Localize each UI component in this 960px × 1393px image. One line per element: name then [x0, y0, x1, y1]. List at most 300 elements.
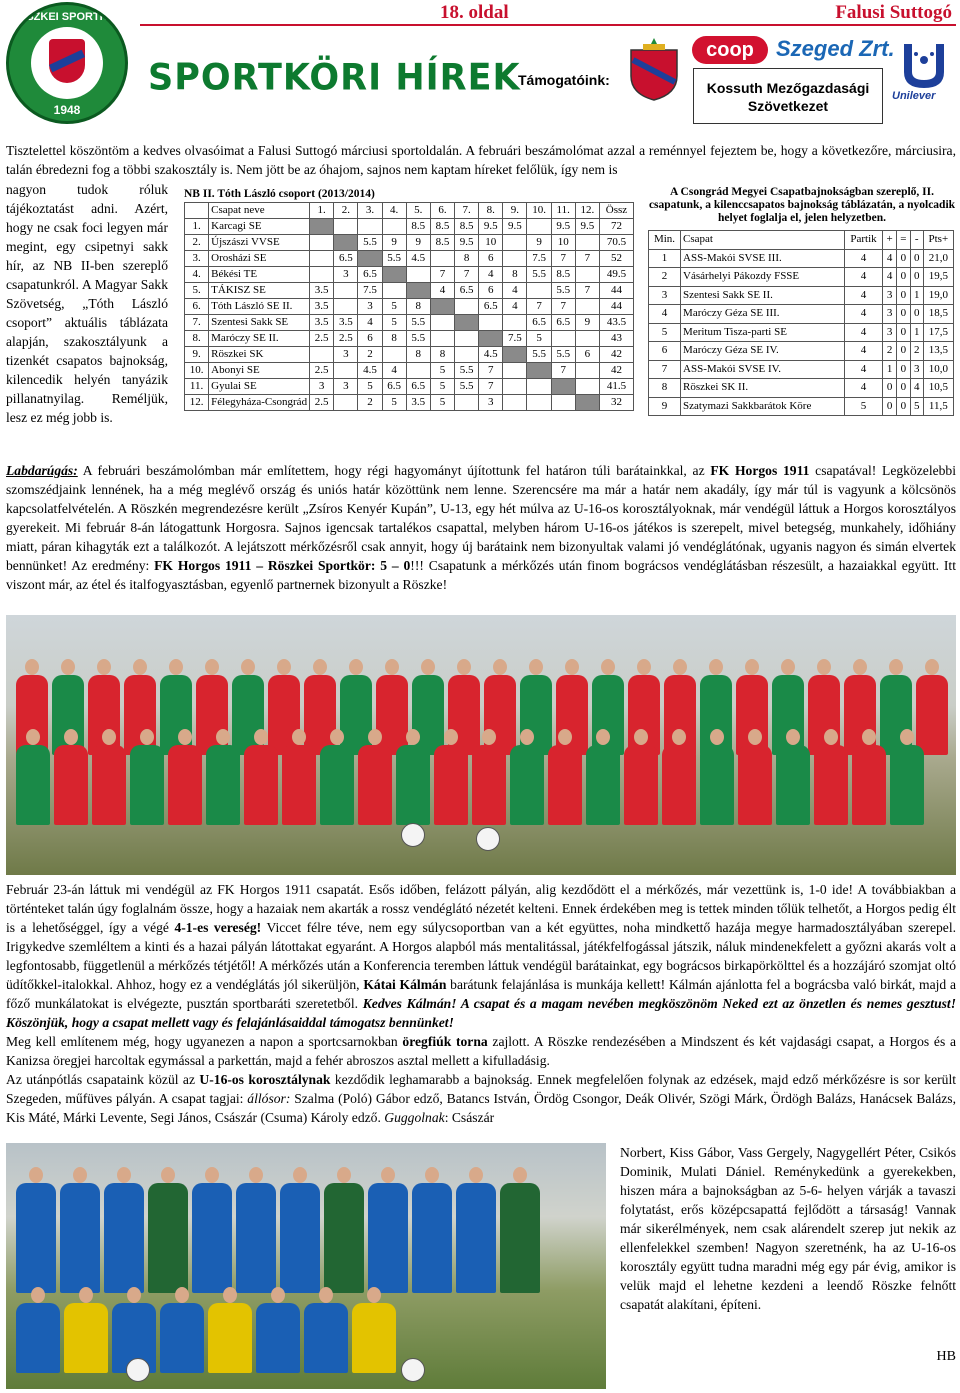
football-ball-icon [126, 1358, 150, 1382]
photo-player-head [205, 659, 219, 675]
table-cell: 0 [896, 305, 910, 324]
feb-allo: állósor: [247, 1091, 291, 1106]
table-header-cell: 8. [479, 203, 503, 219]
table-cell: Karcagi SE [209, 219, 310, 235]
table-cell [382, 347, 406, 363]
table-cell: 8. [185, 331, 209, 347]
table-header-cell: 3. [358, 203, 382, 219]
table-cell [310, 347, 334, 363]
table-cell: 4 [844, 249, 882, 268]
photo-player-figure [890, 745, 924, 825]
table-cell [430, 331, 454, 347]
photo-player-head [117, 1167, 131, 1183]
table-cell: 49.5 [599, 267, 633, 283]
table-cell: 0 [883, 397, 897, 416]
table-cell [430, 299, 454, 315]
table-cell [382, 219, 406, 235]
football-result: FK Horgos 1911 – Röszkei Sportkör: 5 – 0 [154, 558, 411, 573]
photo-player-figure [434, 745, 468, 825]
table-cell: Röszkei SK [209, 347, 310, 363]
photo-player-head [178, 729, 192, 745]
photo-player-head [862, 729, 876, 745]
table-cell: 5.5 [406, 331, 430, 347]
table-cell: 52 [599, 251, 633, 267]
table-cell: 2 [649, 268, 681, 287]
photo-player-head [140, 729, 154, 745]
table-cell: Orosházi SE [209, 251, 310, 267]
table-cell: 19,5 [923, 268, 953, 287]
table-cell: 4 [910, 379, 923, 398]
sponsor-kossuth-box: Kossuth Mezőgazdasági Szövetkezet [693, 68, 883, 124]
table-cell [455, 395, 479, 411]
photo-player-head [520, 729, 534, 745]
table-cell [310, 235, 334, 251]
photo-player-figure [814, 745, 848, 825]
table-cell: 2 [910, 342, 923, 361]
table-cell: 5.5 [455, 379, 479, 395]
table-cell: 6.5 [382, 379, 406, 395]
table-cell: 10,5 [923, 379, 953, 398]
page-number: 18. oldal [440, 2, 509, 23]
table-cell [527, 363, 551, 379]
table-cell: 7 [575, 251, 599, 267]
table-cell: 3 [649, 286, 681, 305]
photo-player-figure [472, 745, 506, 825]
table-header-cell: + [883, 231, 897, 250]
table-cell: 0 [910, 249, 923, 268]
photo-player-figure [324, 1183, 364, 1293]
table-cell: 8 [649, 379, 681, 398]
table-cell: 6 [479, 283, 503, 299]
table-cell: 10. [185, 363, 209, 379]
february-article [6, 880, 956, 1127]
football-text-a: A februári beszámolómban már említettem, hogy régi hagyományt újítottunk fel határon túli barátainkkal, az [77, 463, 711, 478]
photo-player-head [223, 1287, 237, 1303]
photo-player-figure [60, 1183, 100, 1293]
photo-player-figure [376, 675, 408, 755]
table-cell: 4.5 [358, 363, 382, 379]
table-cell: ASS-Makói SVSE IV. [681, 360, 845, 379]
sponsor-coop-logo: coop [692, 36, 768, 64]
table-cell [551, 379, 575, 395]
table-cell: 5. [185, 283, 209, 299]
table-header-cell: Partik [844, 231, 882, 250]
photo-player-head [637, 659, 651, 675]
photo-player-figure [592, 675, 624, 755]
table-cell: 9 [406, 235, 430, 251]
photo-player-head [64, 729, 78, 745]
table-cell: 8 [382, 331, 406, 347]
table-row [185, 363, 634, 379]
table-cell: 43.5 [599, 315, 633, 331]
table-cell [406, 363, 430, 379]
header-rule [140, 24, 956, 26]
table-cell [455, 315, 479, 331]
photo-player-head [824, 729, 838, 745]
table-cell: 3.5 [334, 315, 358, 331]
chess-paragraph: nagyon tudok róluk tájékoztatást adni. Azért, hogy ne csak foci legyen már megint, egy csipetnyi sakk hír, az NB II-ben szereplő csapatunkról. A Magyar Sakk Szövetség, „Tóth László csoport” aktuális táblázata alapján, szakosztályunk a tizenkét csapatos bajnokság, kilencedik helyén tanyázik pillanatnyilag. Reméljük, lesz ez még jobb is. [6, 182, 168, 425]
photo-player-head [381, 1167, 395, 1183]
table-header-cell: 9. [503, 203, 527, 219]
table-cell: Szatymazi Sakkbarátok Köre [681, 397, 845, 416]
table-cell: 41.5 [599, 379, 633, 395]
table-cell [310, 267, 334, 283]
football-heading: Labdarúgás: [6, 463, 78, 478]
table-cell: 7 [551, 251, 575, 267]
newspaper-name: Falusi Suttogó [835, 2, 952, 23]
photo-player-figure [738, 745, 772, 825]
photo-player-head [97, 659, 111, 675]
table-cell: 5 [527, 331, 551, 347]
table-cell: 6.5 [334, 251, 358, 267]
table-cell [382, 283, 406, 299]
photo-player-head [169, 659, 183, 675]
table-header-cell: Csapat [681, 231, 845, 250]
table-cell: 3.5 [310, 283, 334, 299]
feb-u16: U-16-os korosztálynak [199, 1072, 331, 1087]
table-cell: 1. [185, 219, 209, 235]
table-cell: 4 [382, 363, 406, 379]
table-row [185, 267, 634, 283]
table-cell: 4.5 [479, 347, 503, 363]
table-header-cell: 1. [310, 203, 334, 219]
table-cell: 18,5 [923, 305, 953, 324]
photo-player-figure [358, 745, 392, 825]
table-row [649, 305, 954, 324]
sponsor-szeged-logo: Szeged Zrt. [776, 36, 895, 61]
table-row [185, 251, 634, 267]
table-cell: 9.5 [551, 219, 575, 235]
table-cell: 2.5 [310, 363, 334, 379]
photo-player-head [133, 659, 147, 675]
photo-player-head [313, 659, 327, 675]
table-cell: 0 [910, 268, 923, 287]
table-cell: 3 [310, 379, 334, 395]
photo-player-figure [368, 1183, 408, 1293]
table-cell: 8.5 [430, 219, 454, 235]
table-cell: 9.5 [479, 219, 503, 235]
table-cell [503, 347, 527, 363]
photo-player-head [254, 729, 268, 745]
feb-text-f: Az utánpótlás csapataink közül az [6, 1072, 200, 1087]
table-cell: 6.5 [455, 283, 479, 299]
table-cell: 9.5 [455, 235, 479, 251]
table-cell: 7 [649, 360, 681, 379]
table-cell: 0 [896, 268, 910, 287]
photo-player-head [292, 729, 306, 745]
photo-player-head [425, 1167, 439, 1183]
table-cell: 0 [896, 323, 910, 342]
table-cell: 5 [844, 397, 882, 416]
photo-player-head [493, 659, 507, 675]
table-cell: 43 [599, 331, 633, 347]
photo-player-head [672, 729, 686, 745]
photo-player-head [61, 659, 75, 675]
table-cell [455, 347, 479, 363]
photo-player-head [73, 1167, 87, 1183]
photo-player-figure [320, 745, 354, 825]
table-cell: Maróczy Géza SE IV. [681, 342, 845, 361]
table-cell: 7 [455, 267, 479, 283]
table-cell: 10,0 [923, 360, 953, 379]
table-cell [479, 315, 503, 331]
table-header-cell: 5. [406, 203, 430, 219]
table-cell: 6.5 [551, 315, 575, 331]
table-cell: 2 [358, 395, 382, 411]
table-cell: 7. [185, 315, 209, 331]
table-header-cell: = [896, 231, 910, 250]
football-ball-icon [401, 823, 425, 847]
photo-player-figure [104, 1183, 144, 1293]
table-cell [310, 219, 334, 235]
table-cell: 5 [430, 395, 454, 411]
photo-player-head [330, 729, 344, 745]
table-cell: 3 [334, 379, 358, 395]
table-cell: 5.5 [551, 347, 575, 363]
table-row [185, 299, 634, 315]
photo-player-head [457, 659, 471, 675]
table-cell: 3. [185, 251, 209, 267]
table-cell [430, 315, 454, 331]
table-cell: 10 [551, 235, 575, 251]
table-cell: Szentesi Sakk SE II. [681, 286, 845, 305]
photo-player-head [748, 729, 762, 745]
table-header-cell: Pts+ [923, 231, 953, 250]
table-cell: 6.5 [406, 379, 430, 395]
club-logo [6, 2, 128, 124]
table-cell: 3.5 [406, 395, 430, 411]
photo-player-head [710, 729, 724, 745]
table-cell [575, 379, 599, 395]
feb-guggol: Guggolnak [384, 1110, 445, 1125]
table-cell [551, 395, 575, 411]
table-cell: 7.5 [503, 331, 527, 347]
feb-text-c: barátunk felajánlása is munkája kellett! Kálmán ajánlotta fel a bográcsba való birkát, majd a főző munkálatokat is elvégezte, pusztán sportbaráti szeretetből. [6, 977, 957, 1011]
photo-player-figure [54, 745, 88, 825]
table-cell [455, 331, 479, 347]
table-cell: 4 [649, 305, 681, 324]
photo-player-head [368, 729, 382, 745]
table-cell [527, 395, 551, 411]
table-cell: 11,5 [923, 397, 953, 416]
table-cell: 4. [185, 267, 209, 283]
photo-player-head [216, 729, 230, 745]
table-cell: 8 [503, 267, 527, 283]
table-cell: 2 [883, 342, 897, 361]
photo-player-figure [586, 745, 620, 825]
photo-player-head [385, 659, 399, 675]
photo-player-figure [500, 1183, 540, 1293]
feb-text-a: Február 23-án láttuk mi vendégül az FK Horgos 1911 csapatát. Esős időben, felázott pályán, alig kezdődött el a mérkőzés, már vezettünk is, 1-0 ide! A továbbiakban a történteket talán úgy foglalnám össze, hogy a hazaiak nem akarták a rossz vendéglátó nézetét kelteni. Ennek érdekében meg is tettek minden tőlük telhetőt, a Horgos pedig élt is a lehetőséggel, így a végé [6, 882, 956, 935]
village-crest-icon [625, 36, 683, 102]
photo-player-figure [160, 1303, 204, 1373]
table-cell [503, 235, 527, 251]
photo-player-figure [64, 1303, 108, 1373]
intro-paragraph: Tisztelettel köszöntöm a kedves olvasóimat a Falusi Suttogó márciusi sportoldalán. A februári beszámolómat azzal a reménnyel fejeztem be, hogy a következőre, márciusira, talán ébredezni fog a többi szakosztály is. Nem jött be az óhajom, sajnos nem kaptam híreket felőlük, így nem is [6, 143, 956, 177]
table-cell: 0 [896, 360, 910, 379]
table-cell: 5.5 [527, 267, 551, 283]
table-cell: 3 [334, 347, 358, 363]
feb-text-d: Meg kell említenem még, hogy ugyanezen a napon a sportcsarnokban [6, 1034, 403, 1049]
sponsor-unilever-label: Unilever [892, 90, 936, 102]
table-cell: 1 [910, 286, 923, 305]
feb-kalman: Kátai Kálmán [363, 977, 447, 992]
feb-oregfiuk: öregfiúk torna [402, 1034, 488, 1049]
table-row [649, 323, 954, 342]
table-cell: 42 [599, 347, 633, 363]
table-cell: 1 [649, 249, 681, 268]
photo-player-figure [192, 1183, 232, 1293]
table-cell [334, 299, 358, 315]
photo-player-head [277, 659, 291, 675]
table-cell: 9 [649, 397, 681, 416]
table-cell [503, 251, 527, 267]
photo-player-head [889, 659, 903, 675]
table-header-cell: 6. [430, 203, 454, 219]
table-cell: 2.5 [310, 331, 334, 347]
table-cell: 4.5 [406, 251, 430, 267]
table-cell: 6 [479, 251, 503, 267]
photo-player-figure [412, 1183, 452, 1293]
table-cell: 8 [406, 299, 430, 315]
table-cell: 5 [382, 395, 406, 411]
table-header-cell: Csapat neve [209, 203, 310, 219]
table-cell: 17,5 [923, 323, 953, 342]
table-cell: 0 [896, 286, 910, 305]
table-cell: 7 [575, 283, 599, 299]
football-text-b: csapatával! Legközelebbi szomszédjaink lennének, ha a még meglévő ország és uniós határ közöttünk nem lenne. Szerencsére ma már a határ nem akadály, így már túl is vagyunk a kölcsönös kapcsolatfelvételén. A Röszkén megrendezésre került „Zsíros Kenyér Kupán”, U-13, egy hét múlva az U-16-os korosztályoknak, már vendégül láttuk a Horgos korosztályos gyerekeit. Mi február 8-án látogattunk Horgosra. Sajnos igencsak tartalékos csapattal, melyben három U-16-os játékos is szerepelt, mivel betegség, munkahely, időhiány miatt, páran kihagyták ezt a találkozót. A lejátszott mérkőzésről csak annyit, hogy új barátaink nem bizonyultak valami jó vendéglátónak, ugyanis nagyon és simán elvertek bennünket! Az eredmény: [6, 463, 956, 573]
table-row [185, 347, 634, 363]
table-header-cell: 7. [455, 203, 479, 219]
table-cell [430, 251, 454, 267]
table-cell: 5 [910, 397, 923, 416]
table-cell: 44 [599, 283, 633, 299]
table-cell: 0 [896, 249, 910, 268]
table-cell: 19,0 [923, 286, 953, 305]
table-cell: Röszkei SK II. [681, 379, 845, 398]
table-cell: 70.5 [599, 235, 633, 251]
photo-player-head [558, 729, 572, 745]
table-cell: 4 [479, 267, 503, 283]
photo-player-figure [16, 745, 50, 825]
table-cell: 1 [883, 360, 897, 379]
table-cell: 8 [430, 347, 454, 363]
table-cell: 5 [430, 363, 454, 379]
table-row [649, 379, 954, 398]
table-cell: 8 [455, 251, 479, 267]
table-cell: Gyulai SE [209, 379, 310, 395]
chess-table-nb2 [184, 186, 638, 444]
table-row [649, 249, 954, 268]
sponsors-label: Támogatóink: [518, 72, 610, 88]
table-header-cell: 10. [527, 203, 551, 219]
photo-player-head [406, 729, 420, 745]
table-cell: 4 [430, 283, 454, 299]
table-header-cell: 11. [551, 203, 575, 219]
table-header-cell: 2. [334, 203, 358, 219]
table-header-cell: - [910, 231, 923, 250]
table-row [185, 379, 634, 395]
table-cell: 32 [599, 395, 633, 411]
table-cell: 10 [479, 235, 503, 251]
u16-squad-paragraph: Norbert, Kiss Gábor, Vass Gergely, Nagygellért Péter, Csikós Dominik, Mulati Dániel. Reménykedünk a gyerekekben, hiszen mára a bajnokságban az 5-6- helyen várják a tavaszi folytatást, erős középcsapattá fejlődött a társaság! Vannak már sikerélmények, nem csak alárendelt szerep jut nekik az ellenfelekkel szemben! Nagyon szeretnénk, ha az U-16-os korosztály együtt tudna maradni még egy pár évig, amikor is velük majd el lehetne kezdeni a leendő Röszke felnőtt csapatát alakítani, építeni. [620, 1145, 956, 1312]
table-cell [527, 379, 551, 395]
football-ball-icon [401, 1358, 425, 1382]
photo-player-head [601, 659, 615, 675]
photo-player-figure [396, 745, 430, 825]
photo-player-figure [700, 745, 734, 825]
team-photo-u16 [6, 1143, 606, 1389]
table-cell: 5.5 [527, 347, 551, 363]
photo-player-head [79, 1287, 93, 1303]
photo-player-figure [916, 675, 948, 755]
table-row [185, 235, 634, 251]
table-cell: 4 [844, 268, 882, 287]
chess-table-nb2-title: NB II. Tóth László csoport (2013/2014) [184, 188, 375, 200]
football-paragraph [6, 461, 956, 594]
table-cell [575, 331, 599, 347]
photo-player-figure [548, 745, 582, 825]
table-cell: 72 [599, 219, 633, 235]
table-cell: 4 [358, 315, 382, 331]
table-row [649, 342, 954, 361]
table-cell [406, 267, 430, 283]
photo-player-figure [510, 745, 544, 825]
photo-player-figure [304, 675, 336, 755]
table-cell: 7 [527, 299, 551, 315]
table-cell: 0 [896, 342, 910, 361]
table-cell: 4 [844, 323, 882, 342]
table-cell [334, 395, 358, 411]
photo-player-head [102, 729, 116, 745]
photo-player-head [337, 1167, 351, 1183]
photo-player-figure [280, 1183, 320, 1293]
photo-player-figure [168, 745, 202, 825]
table-cell: Szentesi Sakk SE [209, 315, 310, 331]
table-cell: 5 [649, 323, 681, 342]
table-cell: 8.5 [551, 267, 575, 283]
table-cell: Vásárhelyi Pákozdy FSSE [681, 268, 845, 287]
page-header [0, 0, 960, 130]
table-cell: 0 [896, 397, 910, 416]
table-cell: 2. [185, 235, 209, 251]
table-row [649, 286, 954, 305]
author-signature: HB [936, 1349, 956, 1364]
table-cell: 21,0 [923, 249, 953, 268]
table-cell [334, 235, 358, 251]
photo-player-head [673, 659, 687, 675]
table-cell: Meritum Tisza-parti SE [681, 323, 845, 342]
table-cell [406, 283, 430, 299]
table-cell [575, 235, 599, 251]
feb-text-e: zajlott. A Röszke rendezésében a Mindszent és két vajdasági csapat, a Horgos és a Kanizsa öregjei harcoltak egymással a parkettán, majd a fehér abroszos asztal mellett a kifulladásig. [6, 1034, 956, 1068]
football-text-c: !!! Csapatunk a mérkőzés után finom bográcsos vendéglátásban részesült, a hazaiakkal együtt. Itt viszont már, az étel és italfogyasztásban, egyenlő partnernek bizonyult a Röszke! [6, 558, 956, 592]
table-cell: 6 [358, 331, 382, 347]
table-cell: 8 [406, 347, 430, 363]
photo-player-head [634, 729, 648, 745]
table-cell [503, 395, 527, 411]
club-logo-year: 1948 [53, 103, 81, 117]
table-row [185, 283, 634, 299]
table-cell: 5.5 [455, 363, 479, 379]
table-cell: 9 [575, 315, 599, 331]
photo-player-figure [456, 1183, 496, 1293]
table-cell: 6.5 [358, 267, 382, 283]
table-cell: 3 [334, 267, 358, 283]
photo-player-figure [244, 745, 278, 825]
table-cell: 7.5 [358, 283, 382, 299]
table-cell: 8.5 [455, 219, 479, 235]
